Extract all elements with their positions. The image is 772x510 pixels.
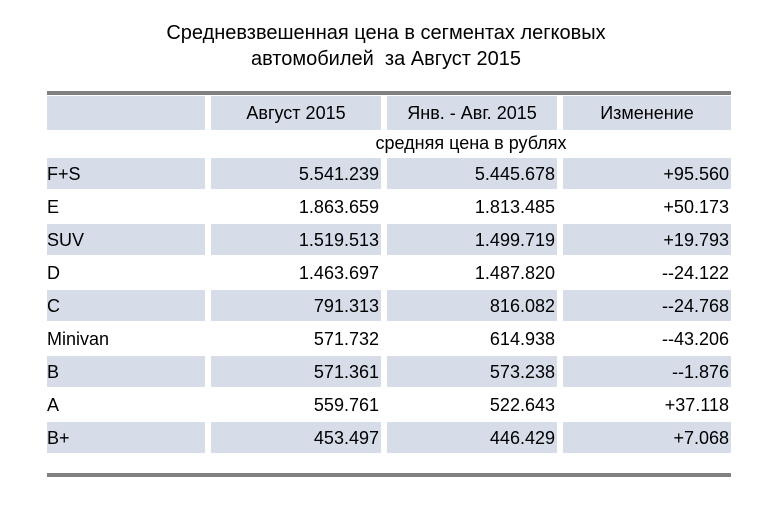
units-row [47,130,731,157]
segment-cell: C [47,290,205,321]
ytd-value: 614.938 [489,328,555,349]
august-value: 1.863.659 [298,196,379,217]
table-row [47,388,731,421]
ytd-value: 816.082 [387,290,557,321]
segment-cell: B [47,356,205,387]
table-row [47,355,731,388]
table-row [47,223,731,256]
ytd-value: 1.487.820 [474,262,555,283]
change-value: --43.206 [661,328,729,349]
table-header-row [47,96,731,130]
change-value: +19.793 [563,224,731,255]
ytd-value: 446.429 [387,422,557,453]
august-value: 559.761 [313,394,379,415]
table-bottom-rule [47,473,731,477]
august-value: 571.732 [313,328,379,349]
header-cell-ytd: Янв. - Авг. 2015 [387,96,557,130]
header-cell-change: Изменение [563,96,731,130]
ytd-value: 1.813.485 [474,196,555,217]
segment-cell: E [47,196,60,217]
ytd-value: 573.238 [387,356,557,387]
august-value: 5.541.239 [211,158,381,189]
change-value: +7.068 [563,422,731,453]
title-line-1: Средневзвешенная цена в сегментах легковых [166,22,606,44]
segment-cell: D [47,262,60,283]
segment-cell: F+S [47,158,205,189]
ytd-value: 1.499.719 [387,224,557,255]
title-line-2: автомобилей за Август 2015 [250,48,522,70]
table-row [47,322,731,355]
segment-cell: Minivan [47,328,110,349]
header-cell-segment [47,96,205,130]
august-value: 571.361 [211,356,381,387]
ytd-value: 5.445.678 [387,158,557,189]
segment-cell: B+ [47,422,205,453]
header-cell-august: Август 2015 [211,96,381,130]
table-row [47,190,731,223]
august-value: 791.313 [211,290,381,321]
change-value: +37.118 [664,394,729,415]
price-table [47,91,731,454]
change-value: --1.876 [563,356,731,387]
august-value: 453.497 [211,422,381,453]
segment-cell: SUV [47,224,205,255]
page-title [0,20,772,72]
segment-cell: A [47,394,60,415]
august-value: 1.463.697 [298,262,379,283]
table-row [47,421,731,454]
august-value: 1.519.513 [211,224,381,255]
table-row [47,289,731,322]
change-value: +50.173 [663,196,729,217]
change-value: +95.560 [563,158,731,189]
ytd-value: 522.643 [489,394,555,415]
change-value: --24.122 [661,262,729,283]
table-row [47,157,731,190]
table-top-rule [47,91,731,95]
table-row [47,256,731,289]
change-value: --24.768 [563,290,731,321]
units-label: средняя цена в рублях [375,133,567,153]
